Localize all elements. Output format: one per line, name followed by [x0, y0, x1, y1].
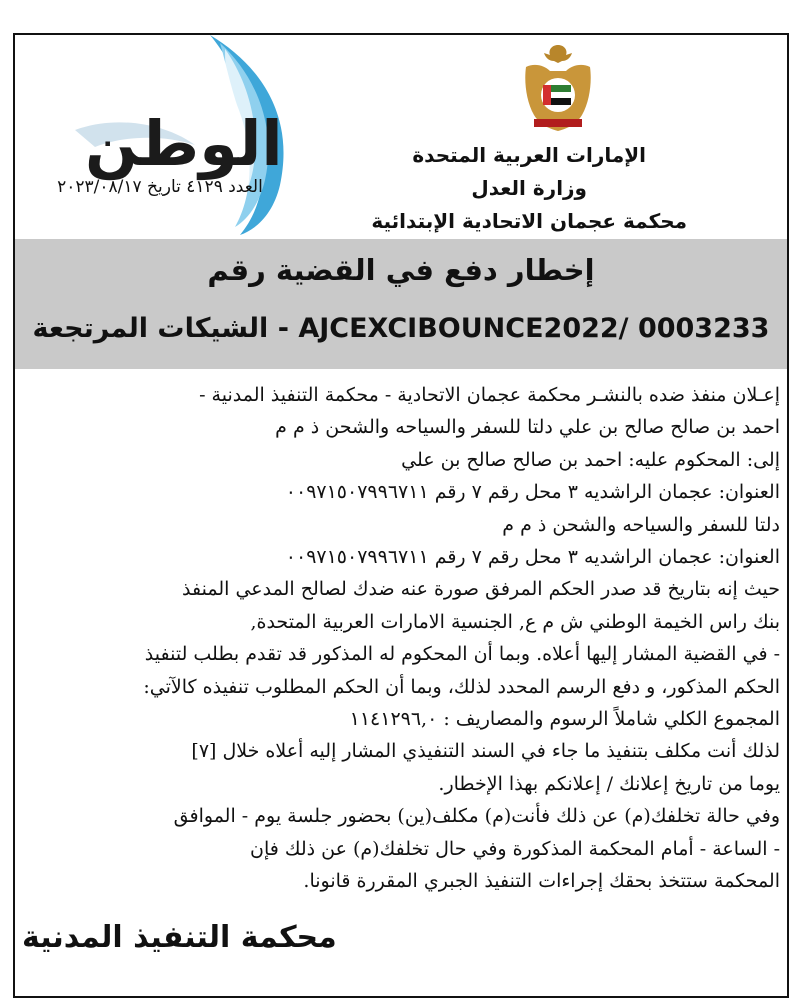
body-line: بنك راس الخيمة الوطني ش م ع, الجنسية الامارات العربية المتحدة, — [250, 610, 780, 633]
body-line: - الساعة - أمام المحكمة المذكورة وفي حال تخلفك(م) عن ذلك فإن — [250, 837, 780, 860]
issue-date: العدد ٤١٢٩ تاريخ ٢٠٢٣/٠٨/١٧ — [57, 177, 263, 197]
header — [15, 35, 787, 237]
body-line: العنوان: عجمان الراشديه ٣ محل رقم ٧ رقم ٠٠٩٧١٥٠٧٩٩٦٧١١ — [285, 546, 780, 569]
body-line: العنوان: عجمان الراشديه ٣ محل رقم ٧ رقم ٠٠٩٧١٥٠٧٩٩٦٧١١ — [285, 481, 780, 504]
newspaper-name: الوطن — [85, 107, 283, 180]
footer — [22, 920, 780, 955]
signature: محكمة التنفيذ المدنية — [22, 920, 337, 955]
case-number: AJCEXCIBOUNCE2022/ 0003233 - الشيكات المرتجعة — [32, 313, 770, 344]
government-block — [371, 139, 687, 238]
body-line: المجموع الكلي شاملاً الرسوم والمصاريف : ١١٤١٢٩٦,٠ — [349, 708, 780, 731]
body-line: إلى: المحكوم عليه: احمد بن صالح صالح بن علي — [401, 448, 780, 471]
country-name: الإمارات العربية المتحدة — [412, 143, 646, 167]
uae-emblem-icon — [520, 41, 596, 133]
notice-body — [22, 379, 780, 898]
notice-title: إخطار دفع في القضية رقم — [207, 253, 595, 287]
ministry-name: وزارة العدل — [471, 176, 587, 200]
court-name: محكمة عجمان الاتحادية الإبتدائية — [371, 209, 687, 233]
body-line: احمد بن صالح صالح بن علي دلتا للسفر والسياحه والشحن ذ م م — [275, 416, 780, 439]
body-line: وفي حالة تخلفك(م) عن ذلك فأنت(م) مكلف(ين) بحضور جلسة يوم - الموافق — [173, 805, 780, 828]
body-line: لذلك أنت مكلف بتنفيذ ما جاء في السند التنفيذي المشار إليه أعلاه خلال [٧] — [191, 740, 780, 763]
title-band — [15, 239, 787, 369]
newspaper-logo-block — [15, 35, 305, 237]
body-line: الحكم المذكور، و دفع الرسم المحدد لذلك، وبما أن الحكم المطلوب تنفيذه كالآتي: — [143, 675, 780, 698]
body-line: - في القضية المشار إليها أعلاه. وبما أن المحكوم له المذكور قد تقدم بطلب لتنفيذ — [144, 643, 780, 666]
body-line: يوما من تاريخ إعلانك / إعلانكم بهذا الإخطار. — [438, 772, 780, 795]
body-line: إعـلان منفذ ضده بالنشـر محكمة عجمان الاتحادية - محكمة التنفيذ المدنية - — [199, 384, 780, 406]
body-line: حيث إنه بتاريخ قد صدر الحكم المرفق صورة عنه ضدك لصالح المدعي المنفذ — [182, 578, 780, 601]
body-line: دلتا للسفر والسياحه والشحن ذ م م — [502, 513, 780, 536]
body-line: المحكمة ستتخذ بحقك إجراءات التنفيذ الجبري المقررة قانونا. — [303, 870, 780, 893]
